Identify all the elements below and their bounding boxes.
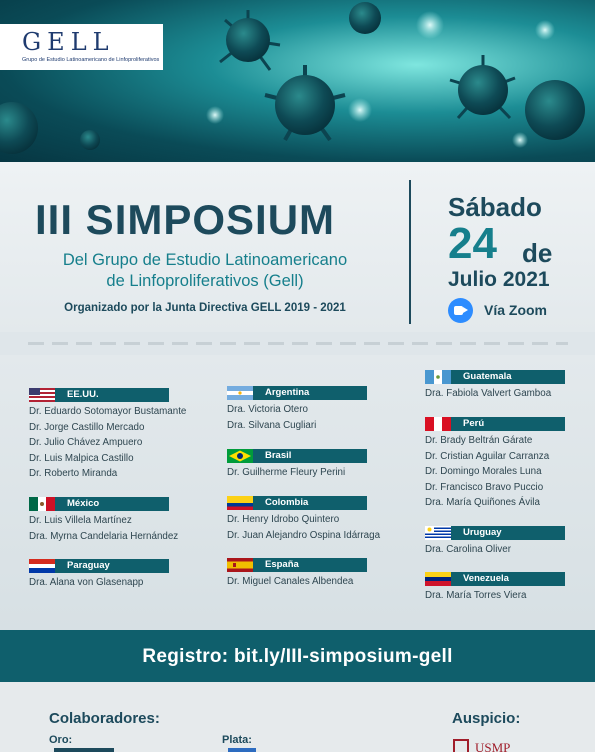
country-name: Uruguay [463, 527, 502, 538]
usmp-logo-text: USMP [475, 740, 511, 752]
country-group-argentina [227, 386, 367, 433]
date-preposition: de [522, 238, 553, 268]
doctor-name: Dr. Jorge Castillo Mercado [29, 421, 145, 433]
country-group-eeuu [29, 388, 186, 482]
uruguay-flag-icon [425, 526, 451, 540]
espana-flag-icon [227, 558, 253, 572]
country-group-paraguay [29, 559, 169, 591]
silver-sponsor-logo [228, 748, 256, 752]
country-name: Colombia [265, 497, 309, 508]
country-group-espana [227, 558, 367, 590]
country-name: Venezuela [463, 573, 509, 584]
platform-label: Vía Zoom [484, 302, 548, 318]
doctor-name: Dr. Luis Villela Martínez [29, 515, 132, 526]
argentina-flag-icon [227, 386, 253, 400]
logo-text: GELL [22, 28, 115, 56]
registration-bar [0, 630, 595, 682]
country-group-colombia [227, 496, 380, 543]
paraguay-flag-icon [29, 559, 55, 573]
gell-logo [0, 24, 163, 70]
country-name: Brasil [265, 450, 292, 461]
country-header [29, 559, 169, 573]
doctor-name: Dra. Myrna Candelaria Hernández [29, 530, 179, 542]
doctor-name: Dra. Fabiola Valvert Gamboa [425, 388, 552, 399]
doctor-name: Dr. Cristian Aguilar Carranza [425, 450, 550, 462]
country-name: España [265, 559, 299, 570]
doctor-name: Dr. Roberto Miranda [29, 468, 118, 480]
country-group-mexico [29, 497, 178, 544]
country-group-guatemala [425, 370, 565, 402]
zoom-icon [448, 298, 473, 323]
doctor-name: Dr. Julio Chávez Ampuero [29, 437, 143, 449]
usa-flag-icon [29, 388, 55, 402]
logo-subtitle: Grupo de Estudio Latinoamericano de Linfoproliferativos [22, 57, 160, 63]
country-header [425, 417, 565, 431]
date-weekday: Sábado [448, 192, 542, 222]
subtitle-line-1: Del Grupo de Estudio Latinoamericano [62, 251, 348, 269]
usmp-crest-icon [453, 739, 469, 752]
country-header [425, 526, 565, 540]
country-header [227, 496, 367, 510]
doctor-name: Dra. María Quiñones Ávila [425, 497, 540, 509]
event-header [0, 162, 595, 332]
gold-sponsor-logo [54, 748, 114, 752]
mexico-flag-icon [29, 497, 55, 511]
guatemala-flag-icon [425, 370, 451, 384]
collaborators-title: Colaboradores: [49, 710, 160, 727]
country-header [425, 370, 565, 384]
country-header [227, 449, 367, 463]
doctor-name: Dr. Henry Idrobo Quintero [227, 514, 340, 525]
country-group-brasil [227, 449, 367, 481]
country-name: Paraguay [67, 560, 110, 571]
vertical-divider [409, 180, 411, 324]
doctor-name: Dr. Guilherme Fleury Perini [227, 467, 346, 478]
country-header [29, 388, 169, 402]
country-name: Perú [463, 418, 485, 429]
country-name: México [67, 498, 100, 509]
colombia-flag-icon [227, 496, 253, 510]
date-number: 24 [448, 219, 497, 268]
country-group-peru [425, 417, 565, 511]
doctor-name: Dr. Domingo Morales Luna [425, 466, 542, 478]
country-name: Argentina [265, 387, 310, 398]
country-header [227, 386, 367, 400]
country-header [425, 572, 565, 586]
doctor-name: Dra. Victoria Otero [227, 404, 308, 415]
country-group-venezuela [425, 572, 565, 604]
silver-tier-label: Plata: [222, 734, 252, 746]
peru-flag-icon [425, 417, 451, 431]
registration-link[interactable]: Registro: bit.ly/III-simposium-gell [142, 646, 453, 667]
country-name: Guatemala [463, 371, 512, 382]
doctor-name: Dr. Juan Alejandro Ospina Idárraga [227, 529, 381, 541]
country-header [29, 497, 169, 511]
event-title: III SIMPOSIUM [35, 196, 336, 243]
gold-tier-label: Oro: [49, 734, 73, 746]
organizer-text: Organizado por la Junta Directiva GELL 2019 - 2021 [64, 302, 346, 314]
country-header [227, 558, 367, 572]
speakers-by-country [0, 355, 595, 630]
brasil-flag-icon [227, 449, 253, 463]
doctor-name: Dr. Brady Beltrán Gárate [425, 435, 533, 446]
doctor-name: Dra. Carolina Oliver [425, 544, 512, 555]
date-month-year: Julio 2021 [448, 268, 550, 291]
doctor-name: Dra. María Torres Viera [425, 590, 527, 601]
doctor-name: Dra. Silvana Cugliari [227, 419, 317, 431]
doctor-name: Dra. Alana von Glasenapp [29, 577, 144, 588]
doctor-name: Dr. Miguel Canales Albendea [227, 576, 354, 587]
doctor-name: Dr. Eduardo Sotomayor Bustamante [29, 406, 187, 417]
event-subtitle [20, 250, 390, 292]
dashed-divider [28, 342, 568, 345]
sponsorship-title: Auspicio: [452, 710, 521, 727]
venezuela-flag-icon [425, 572, 451, 586]
country-name: EE.UU. [67, 389, 99, 400]
country-group-uruguay [425, 526, 565, 558]
doctor-name: Dr. Francisco Bravo Puccio [425, 481, 544, 493]
sponsors-footer [0, 682, 595, 752]
virus-banner-image [0, 0, 595, 162]
doctor-name: Dr. Luis Malpica Castillo [29, 452, 134, 464]
subtitle-line-2: de Linfoproliferativos (Gell) [106, 272, 304, 290]
